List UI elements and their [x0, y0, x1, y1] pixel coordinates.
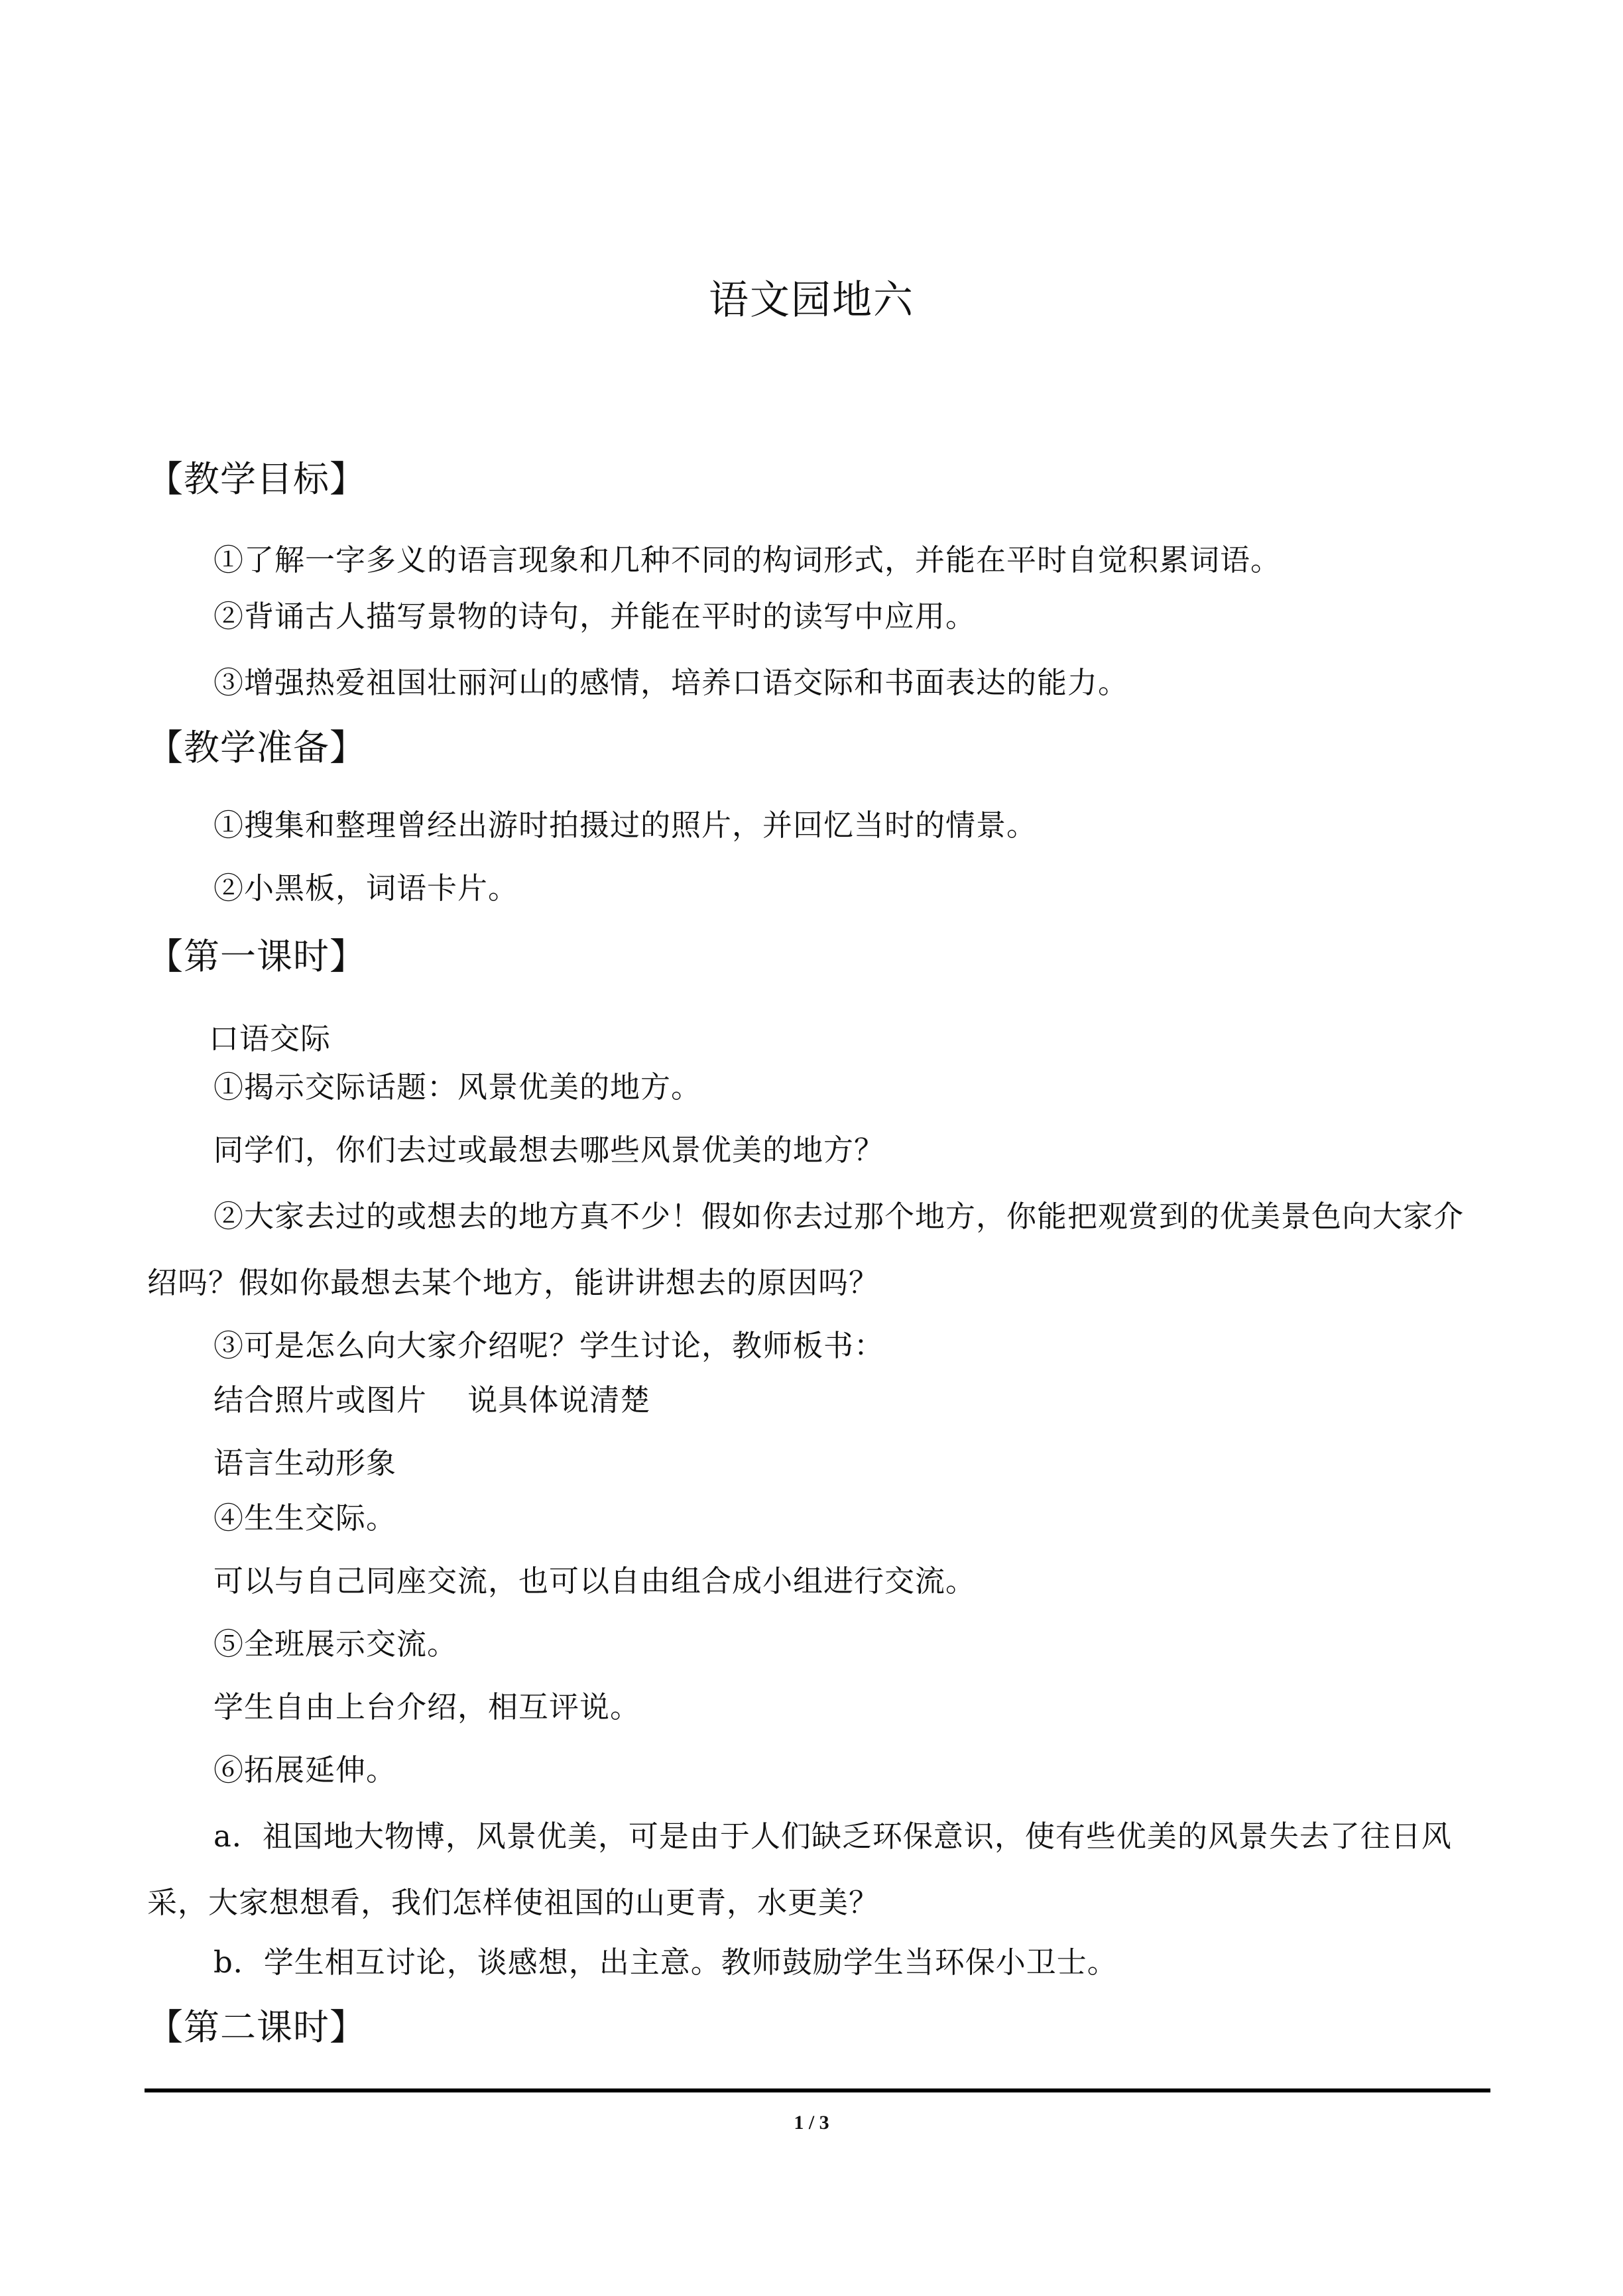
document-title: 语文园地六: [709, 277, 914, 324]
lesson1-line-13: b．学生相互讨论，谈感想，出主意。教师鼓励学生当环保小卫士。: [213, 1945, 1118, 1980]
lesson1-line-2: 同学们，你们去过或最想去哪些风景优美的地方？: [213, 1132, 885, 1168]
lesson1-line-1: ①揭示交际话题：风景优美的地方。: [213, 1069, 702, 1105]
heading-lesson-2: 【第二课时】: [147, 2006, 366, 2048]
heading-teaching-goals: 【教学目标】: [147, 458, 366, 500]
heading-teaching-prep: 【教学准备】: [147, 727, 366, 768]
goal-item-1: ①了解一字多义的语言现象和几种不同的构词形式，并能在平时自觉积累词语。: [213, 542, 1282, 577]
lesson1-line-4: ③可是怎么向大家介绍呢？学生讨论，教师板书：: [213, 1328, 885, 1363]
lesson1-line-9: ⑤全班展示交流。: [213, 1626, 458, 1662]
heading-lesson-1: 【第一课时】: [147, 936, 366, 977]
lesson1-subtitle: 口语交际: [209, 1021, 331, 1056]
lesson1-line-3: ②大家去过的或想去的地方真不少！假如你去过那个地方，你能把观赏到的优美景色向大家介绍吗？假如你最想去某个地方，能讲讲想去的原因吗？: [147, 1199, 1465, 1300]
lesson1-line-7: ④生生交际。: [213, 1500, 397, 1536]
lesson1-line-10: 学生自由上台介绍，相互评说。: [213, 1689, 641, 1724]
lesson1-line-12: a．祖国地大物博，风景优美，可是由于人们缺乏环保意识，使有些优美的风景失去了往日风采，大家想想看，我们怎样使祖国的山更青，水更美？: [147, 1819, 1452, 1920]
page-number: 1 / 3: [794, 2112, 829, 2134]
prep-item-1: ①搜集和整理曾经出游时拍摄过的照片，并回忆当时的情景。: [213, 808, 1038, 843]
lesson1-board-line-2: 语言生动形象: [213, 1445, 397, 1480]
prep-item-2: ②小黑板，词语卡片。: [213, 871, 519, 906]
goal-item-2: ②背诵古人描写景物的诗句，并能在平时的读写中应用。: [213, 599, 977, 634]
goal-item-3: ③增强热爱祖国壮丽河山的感情，培养口语交际和书面表达的能力。: [213, 665, 1129, 700]
lesson1-board-line-1: 结合照片或图片 说具体说清楚: [213, 1382, 651, 1418]
footer-divider: [145, 2088, 1490, 2092]
lesson1-line-8: 可以与自己同座交流，也可以自由组合成小组进行交流。: [213, 1563, 977, 1599]
lesson1-line-11: ⑥拓展延伸。: [213, 1752, 397, 1787]
